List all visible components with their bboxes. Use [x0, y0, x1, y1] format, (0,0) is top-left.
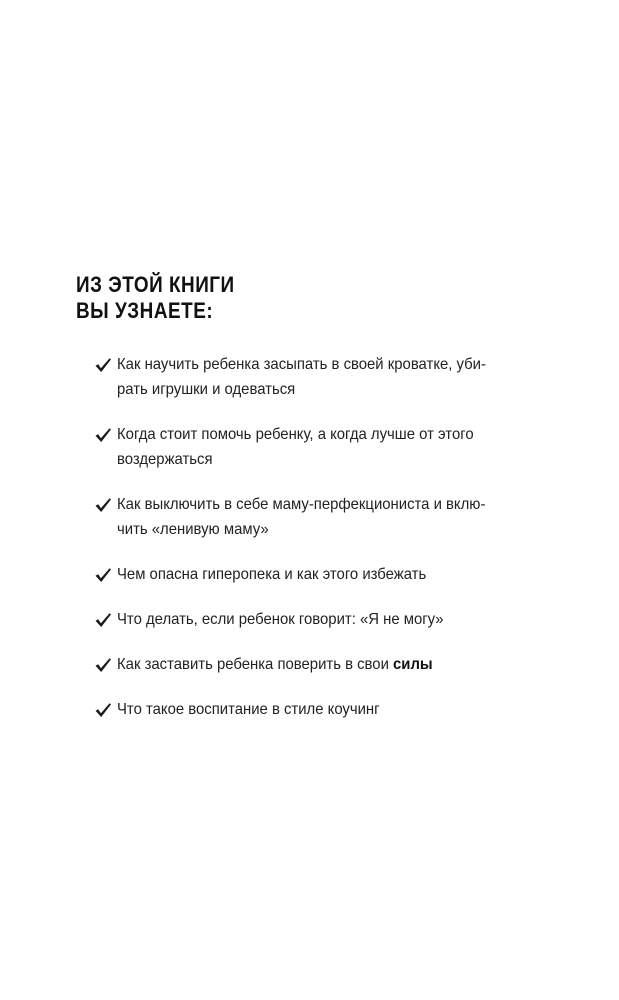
list-item-line: Что делать, если ребенок говорит: «Я не могу» — [117, 611, 444, 628]
list-item — [94, 697, 534, 722]
list-item-text — [117, 352, 532, 402]
list-item-text — [117, 652, 532, 677]
list-item-text — [117, 422, 532, 472]
checkmark-icon — [94, 567, 112, 583]
list-item-line: воздержаться — [117, 451, 213, 468]
list-item-line: Когда стоит помочь ребенку, а когда лучше от этого — [117, 426, 474, 443]
checkmark-icon — [94, 612, 112, 628]
list-item-text — [117, 607, 532, 632]
checkmark-icon — [94, 657, 112, 673]
list-item-line: Что такое воспитание в стиле коучинг — [117, 701, 380, 718]
list-item-line: рать игрушки и одеваться — [117, 381, 296, 398]
list-item — [94, 562, 534, 587]
list-item — [94, 422, 534, 472]
list-item-line: Как научить ребенка засыпать в своей кроватке, уби- — [117, 356, 486, 373]
list-item-line — [117, 652, 532, 677]
list-item-text — [117, 492, 532, 542]
heading-line-1: ИЗ ЭТОЙ КНИГИ — [76, 272, 235, 297]
list-item-bold-text: силы — [393, 656, 433, 673]
list-item-line: Чем опасна гиперопека и как этого избежать — [117, 566, 427, 583]
checkmark-icon — [94, 702, 112, 718]
list-item-line: чить «ленивую маму» — [117, 521, 269, 538]
list-item — [94, 607, 534, 632]
list-item-text — [117, 697, 532, 722]
list-item-text — [117, 562, 532, 587]
heading-line-2: ВЫ УЗНАЕТЕ: — [76, 298, 214, 323]
page-heading — [76, 272, 235, 324]
checkmark-icon — [94, 357, 112, 373]
benefits-list — [94, 352, 534, 742]
list-item — [94, 492, 534, 542]
list-item-line: Как выключить в себе маму-перфекциониста и вклю- — [117, 496, 486, 513]
checkmark-icon — [94, 427, 112, 443]
list-item-regular-text: Как заставить ребенка поверить в свои — [117, 656, 394, 673]
list-item — [94, 652, 534, 677]
checkmark-icon — [94, 497, 112, 513]
list-item — [94, 352, 534, 402]
